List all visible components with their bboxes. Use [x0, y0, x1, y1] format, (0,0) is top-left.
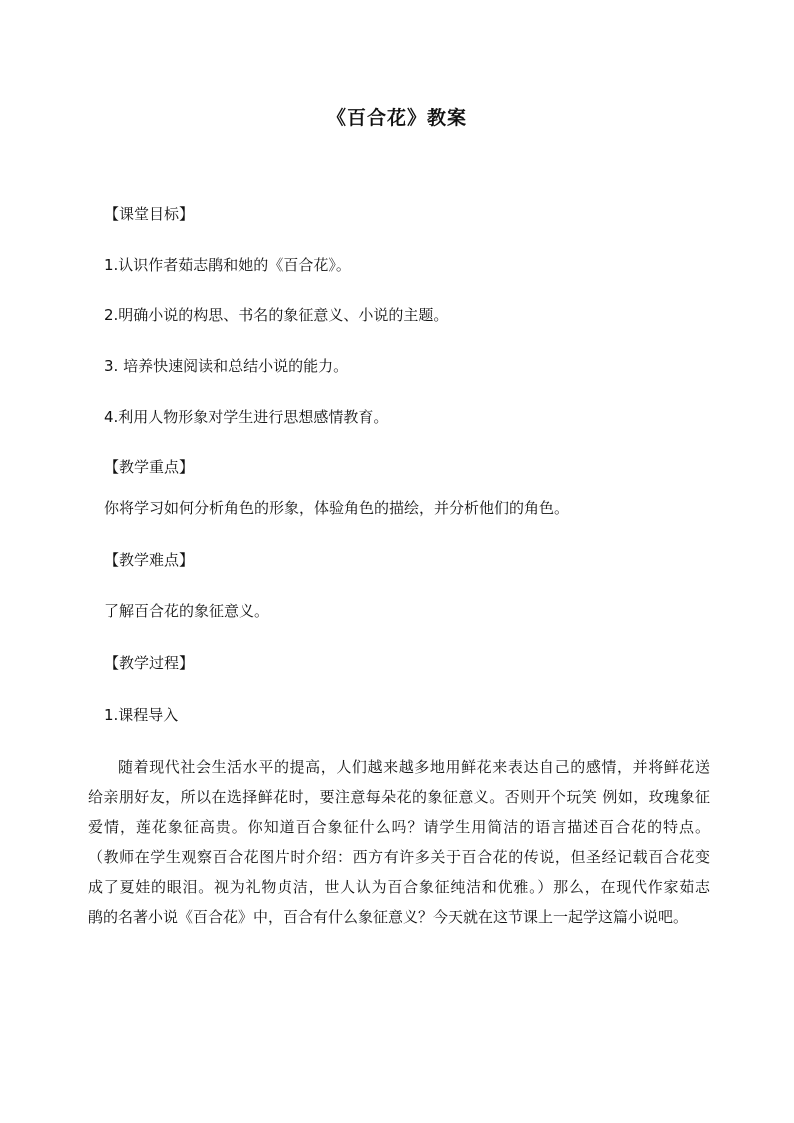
goal-item-3: 3. 培养快速阅读和总结小说的能力。 — [104, 357, 349, 375]
process-step-1: 1.课程导入 — [104, 706, 179, 724]
intro-line-6: 鹃的名著小说《百合花》中，百合有什么象征意义？今天就在这节课上一起学这篇小说吧。 — [88, 908, 689, 926]
process-heading: 【教学过程】 — [104, 654, 195, 672]
key-points-text: 你将学习如何分析角色的形象，体验角色的描绘，并分析他们的角色。 — [104, 499, 570, 517]
goal-item-1: 1.认识作者茹志鹃和她的《百合花》。 — [104, 256, 351, 274]
intro-line-3: 爱情，莲花象征高贵。你知道百合象征什么吗？请学生用简洁的语言描述百合花的特点。 — [88, 818, 710, 836]
intro-line-4: （教师在学生观察百合花图片时介绍：西方有许多关于百合花的传说，但圣经记载百合花变 — [88, 848, 710, 866]
difficulty-heading: 【教学难点】 — [104, 551, 195, 569]
goal-item-4: 4.利用人物形象对学生进行思想感情教育。 — [104, 408, 389, 426]
key-points-heading: 【教学重点】 — [104, 458, 195, 476]
intro-line-5: 成了夏娃的眼泪。视为礼物贞洁，世人认为百合象征纯洁和优雅。）那么，在现代作家茹志 — [88, 878, 710, 896]
intro-paragraph — [88, 752, 710, 932]
intro-line-1: 随着现代社会生活水平的提高，人们越来越多地用鲜花来表达自己的感情，并将鲜花送 — [118, 758, 710, 776]
goals-heading: 【课堂目标】 — [104, 205, 195, 223]
document-title: 《百合花》教案 — [326, 107, 467, 129]
intro-line-2: 给亲朋好友，所以在选择鲜花时，要注意每朵花的象征意义。否则开个玩笑 例如，玫瑰象征 — [88, 788, 710, 806]
goal-item-2: 2.明确小说的构思、书名的象征意义、小说的主题。 — [104, 306, 449, 324]
difficulty-text: 了解百合花的象征意义。 — [104, 602, 270, 620]
